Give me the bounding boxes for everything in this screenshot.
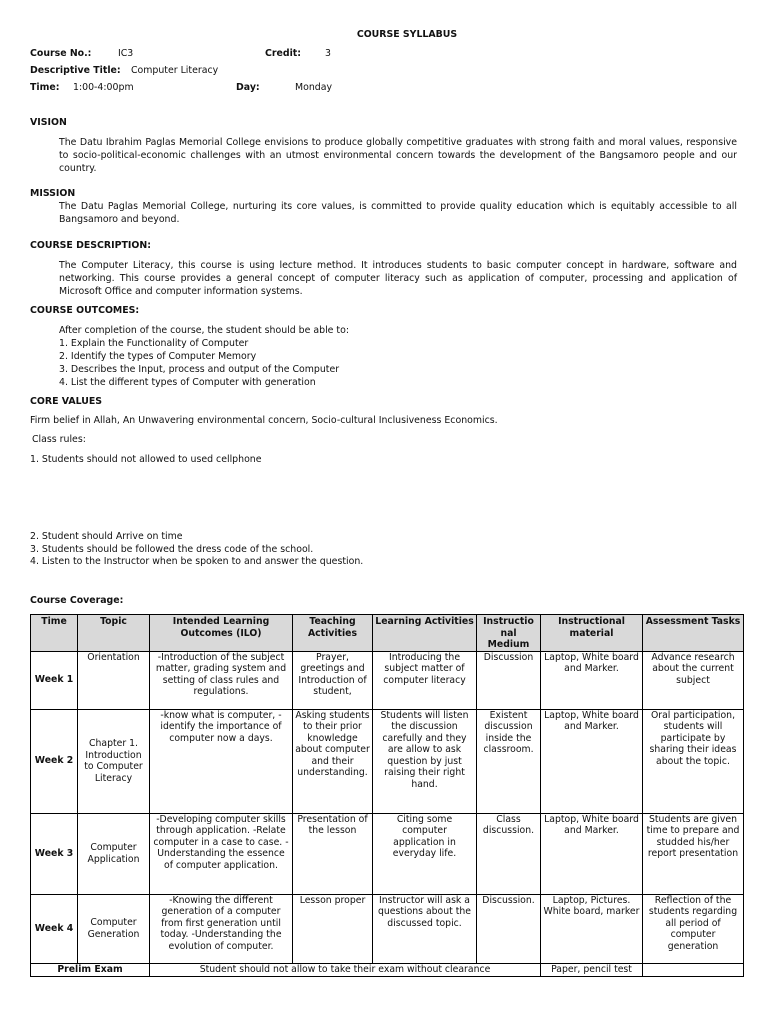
col-header: Teaching Activities bbox=[293, 615, 373, 652]
core-values-heading: CORE VALUES bbox=[30, 396, 103, 407]
course-description-text: The Computer Literacy, this course is using lecture method. It introduces students to basic computer concept in hardware, software and networking. This course provides a general concept of computer literacy such as application of computer, processing and application of Microsoft Office and computer information systems. bbox=[59, 260, 737, 297]
cell-assessment: Students are given time to prepare and studded his/her report presentation bbox=[643, 813, 744, 894]
vision-text: The Datu Ibrahim Paglas Memorial College envisions to produce globally competitive graduates with strong faith and moral values, responsive to socio-political-economic challenges with an utmost environmental concern towards the development of the Bangsamoro people and our country. bbox=[59, 137, 737, 174]
cell-topic: Computer Generation bbox=[78, 894, 150, 963]
table-row bbox=[31, 709, 744, 813]
core-values-text: Firm belief in Allah, An Unwavering environmental concern, Socio-cultural Inclusiveness Economics. bbox=[30, 415, 498, 426]
cell-learning: Students will listen the discussion carefully and they are allow to ask question by just raising their right hand. bbox=[373, 709, 477, 813]
prelim-note: Student should not allow to take their exam without clearance bbox=[150, 963, 541, 976]
cell-ilo: -Introduction of the subject matter, grading system and setting of class rules and regulations. bbox=[150, 651, 293, 709]
cell-material: Laptop, White board and Marker. bbox=[541, 709, 643, 813]
course-no-value: IC3 bbox=[118, 48, 134, 59]
outcome-item: 2. Identify the types of Computer Memory bbox=[59, 351, 257, 362]
page-title: COURSE SYLLABUS bbox=[356, 29, 458, 40]
cell-topic: Computer Application bbox=[78, 813, 150, 894]
cell-learning: Introducing the subject matter of computer literacy bbox=[373, 651, 477, 709]
cell-material: Laptop, White board and Marker. bbox=[541, 651, 643, 709]
outcome-item: 3. Describes the Input, process and output of the Computer bbox=[59, 364, 340, 375]
class-rules-list bbox=[30, 531, 363, 569]
class-rule: 2. Student should Arrive on time bbox=[30, 531, 183, 542]
course-no-label: Course No.: bbox=[30, 48, 92, 59]
course-outcomes-heading: COURSE OUTCOMES: bbox=[30, 305, 140, 316]
col-header: Time bbox=[31, 615, 78, 652]
cell-material: Laptop, White board and Marker. bbox=[541, 813, 643, 894]
col-header: Assessment Tasks bbox=[643, 615, 744, 652]
course-description-heading: COURSE DESCRIPTION: bbox=[30, 240, 151, 251]
mission-heading: MISSION bbox=[30, 188, 76, 199]
mission-text: The Datu Paglas Memorial College, nurturing its core values, is committed to provide quality education which is equitably accessible to all Bangsamoro and beyond. bbox=[59, 201, 737, 225]
credit-value: 3 bbox=[325, 48, 331, 59]
cell-assessment: Advance research about the current subject bbox=[643, 651, 744, 709]
cell-topic: Chapter 1. Introduction to Computer Literacy bbox=[78, 709, 150, 813]
cell-time: Week 4 bbox=[31, 894, 78, 963]
cell-learning: Citing some computer application in everyday life. bbox=[373, 813, 477, 894]
coverage-heading: Course Coverage: bbox=[30, 595, 124, 606]
cell-ilo: -know what is computer, -identify the importance of computer now a days. bbox=[150, 709, 293, 813]
outcomes-intro: After completion of the course, the student should be able to: bbox=[59, 325, 349, 336]
course-outcomes-list bbox=[59, 324, 349, 389]
cell-assessment: Reflection of the students regarding all period of computer generation bbox=[643, 894, 744, 963]
class-rule-1: 1. Students should not allowed to used cellphone bbox=[30, 454, 262, 465]
col-header: Topic bbox=[78, 615, 150, 652]
cell-teaching: Prayer, greetings and Introduction of student, bbox=[293, 651, 373, 709]
cell-time: Week 2 bbox=[31, 709, 78, 813]
time-label: Time: bbox=[30, 82, 60, 93]
prelim-material: Paper, pencil test bbox=[541, 963, 643, 976]
cell-medium: Existent discussion inside the classroom. bbox=[477, 709, 541, 813]
cell-assessment: Oral participation, students will participate by sharing their ideas about the topic. bbox=[643, 709, 744, 813]
cell-medium: Class discussion. bbox=[477, 813, 541, 894]
day-value: Monday bbox=[295, 82, 333, 93]
class-rule: 4. Listen to the Instructor when be spoken to and answer the question. bbox=[30, 556, 364, 568]
day-label: Day: bbox=[236, 82, 260, 93]
table-header-row bbox=[31, 615, 744, 652]
cell-medium: Discussion bbox=[477, 651, 541, 709]
cell-material: Laptop, Pictures. White board, marker bbox=[541, 894, 643, 963]
prelim-row bbox=[31, 963, 744, 976]
cell-teaching: Presentation of the lesson bbox=[293, 813, 373, 894]
outcome-item: 1. Explain the Functionality of Computer bbox=[59, 338, 249, 349]
cell-ilo: -Developing computer skills through application. -Relate computer in a case to case. -Understanding the essence of computer application. bbox=[150, 813, 293, 894]
table-row bbox=[31, 813, 744, 894]
cell-time: Week 3 bbox=[31, 813, 78, 894]
credit-label: Credit: bbox=[265, 48, 302, 59]
course-coverage-table bbox=[30, 614, 744, 977]
cell-medium: Discussion. bbox=[477, 894, 541, 963]
outcome-item: 4. List the different types of Computer with generation bbox=[59, 377, 316, 388]
col-header: Learning Activities bbox=[373, 615, 477, 652]
time-value: 1:00-4:00pm bbox=[73, 82, 134, 93]
prelim-label: Prelim Exam bbox=[31, 963, 150, 976]
vision-heading: VISION bbox=[30, 117, 67, 128]
cell-topic: Orientation bbox=[78, 651, 150, 709]
table-row bbox=[31, 894, 744, 963]
table-row bbox=[31, 651, 744, 709]
cell-teaching: Lesson proper bbox=[293, 894, 373, 963]
desc-title-label: Descriptive Title: bbox=[30, 65, 121, 76]
desc-title-value: Computer Literacy bbox=[131, 65, 219, 76]
col-header: Intended Learning Outcomes (ILO) bbox=[150, 615, 293, 652]
prelim-assessment bbox=[643, 963, 744, 976]
col-header: Instructional material bbox=[541, 615, 643, 652]
col-header: Instructio nal Medium bbox=[477, 615, 541, 652]
class-rule: 3. Students should be followed the dress code of the school. bbox=[30, 543, 314, 555]
cell-learning: Instructor will ask a questions about the discussed topic. bbox=[373, 894, 477, 963]
cell-ilo: -Knowing the different generation of a computer from first generation until today. -Understanding the evolution of computer. bbox=[150, 894, 293, 963]
cell-teaching: Asking students to their prior knowledge about computer and their understanding. bbox=[293, 709, 373, 813]
cell-time: Week 1 bbox=[31, 651, 78, 709]
class-rules-label: Class rules: bbox=[32, 434, 86, 445]
